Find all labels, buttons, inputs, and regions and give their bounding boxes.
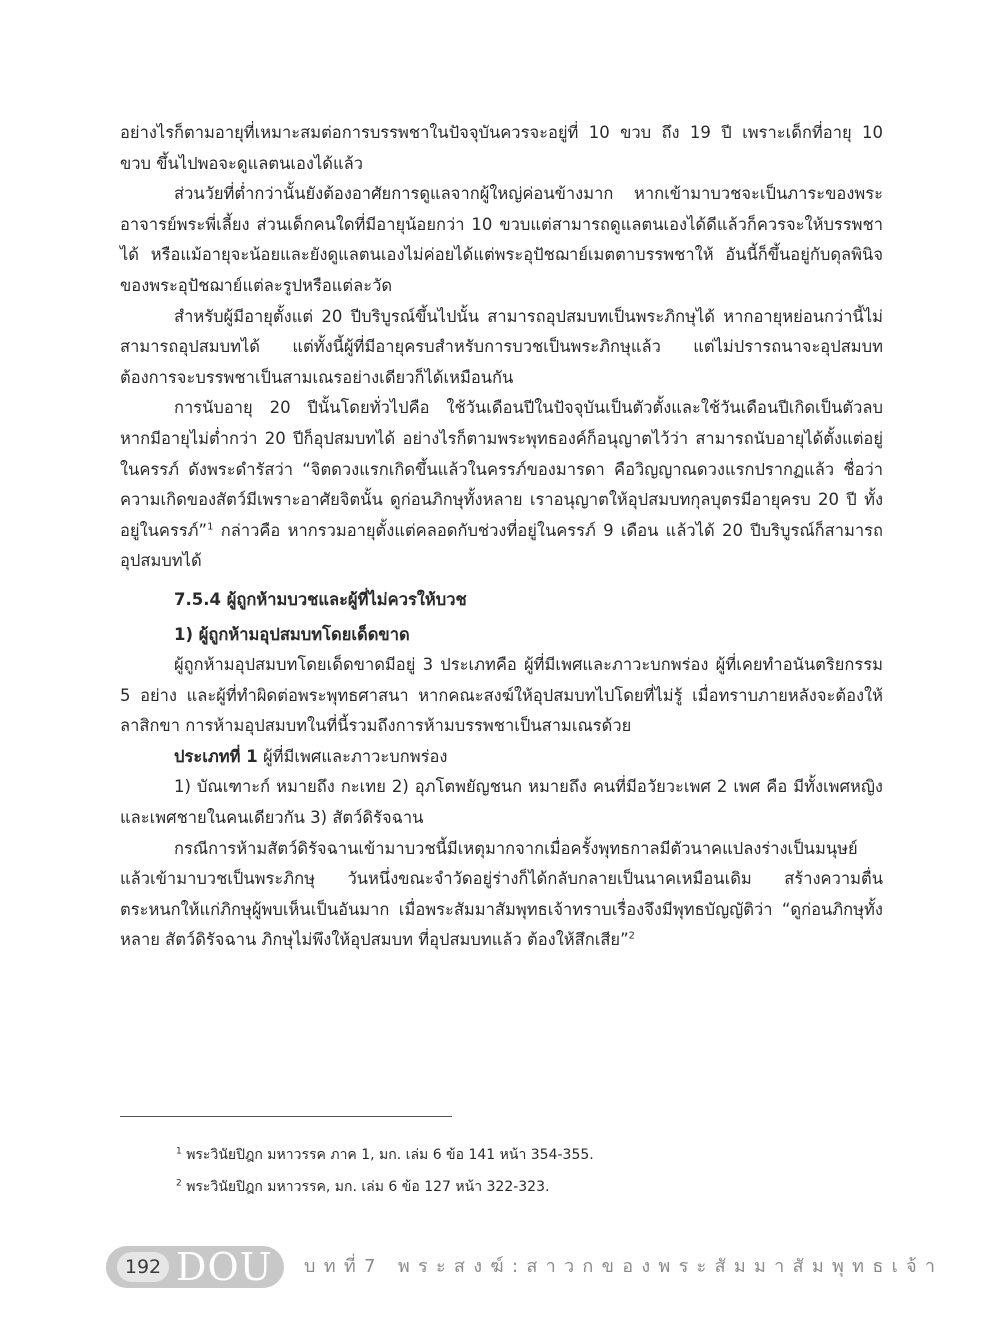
paragraph-three-types: ผู้ถูกห้ามอุปสมบทโดยเด็ดขาดมีอยู่ 3 ประเภทคือ ผู้ที่มีเพศและภาวะบกพร่อง ผู้ที่เคยทำอนันตริยกรรม 5 อย่าง และผู้ที่ทำผิดต่อพระพุทธศาสนา หากคณะสงฆ์ให้อุปสมบทไปโดยที่ไม่รู้ เมื่อทราบภายหลังจะต้องให้ลาสิกขา การห้ามอุปสมบทในที่นี้รวมถึงการห้ามบรรพชาเป็นสามเณรด้วย (120, 655, 883, 736)
footnote-2-text: พระวินัยปิฎก มหาวรรค, มก. เล่ม 6 ข้อ 127 หน้า 322-323. (186, 1179, 550, 1195)
footnotes (176, 1139, 594, 1203)
chapter-title: บทที่7 พระสงฆ์:สาวกของพระสัมมาสัมพุทธเจ้า (304, 1256, 944, 1277)
paragraph-type-1-list: 1) บัณเฑาะก์ หมายถึง กะเทย 2) อุภโตพยัญชนก หมายถึง คนที่มีอวัยวะเพศ 2 เพศ คือ มีทั้งเพศหญิงและเพศชายในคนเดียวกัน 3) สัตว์ดิรัจฉาน (120, 777, 883, 828)
page-number: 192 (117, 1252, 169, 1282)
footnote-2-mark: 2 (176, 1178, 182, 1189)
type-1-text: ผู้ที่มีเพศและภาวะบกพร่อง (257, 746, 448, 766)
page-footer (106, 1243, 944, 1291)
paragraph-counting-age (120, 393, 883, 577)
footnote-divider (120, 1116, 452, 1117)
dou-logo: DOU (176, 1245, 273, 1289)
type-1-line (120, 742, 883, 773)
paragraph-counting-age-continued: กล่าวคือ หากรวมอายุตั้งแต่คลอดกับช่วงที่อยู่ในครรภ์ 9 เดือน แล้วได้ 20 ปีบริบูรณ์ก็สามารถอุปสมบทได้ (120, 520, 883, 571)
paragraph-twenty-years: สำหรับผู้มีอายุตั้งแต่ 20 ปีบริบูรณ์ขึ้นไปนั้น สามารถอุปสมบทเป็นพระภิกษุได้ หากอายุหย่อนกว่านี้ไม่สามารถอุปสมบทได้ แต่ทั้งนี้ผู้ที่มีอายุครบสำหรับการบวชเป็นพระภิกษุแล้ว แต่ไม่ปรารถนาจะอุปสมบท ต้องการจะบรรพชาเป็นสามเณรอย่างเดียวก็ได้เหมือนกัน (120, 306, 883, 387)
paragraph-naga-story-text: กรณีการห้ามสัตว์ดิรัจฉานเข้ามาบวชนี้มีเหตุมากจากเมื่อครั้งพุทธกาลมีตัวนาคแปลงร่างเป็นมนุษย์แล้วเข้ามาบวชเป็นพระภิกษุ วันหนึ่งขณะจำวัดอยู่ร่างก็ได้กลับกลายเป็นนาคเหมือนเดิม สร้างความตื่นตระหนกให้แก่ภิกษุผู้พบเห็นเป็นอันมาก เมื่อพระสัมมาสัมพุทธเจ้าทราบเรื่องจึงมีพุทธบัญญัติว่า “ดูก่อนภิกษุทั้งหลาย สัตว์ดิรัจฉาน ภิกษุไม่พึงให้อุปสมบท ที่อุปสมบทแล้ว ต้องให้สึกเสีย” (120, 838, 883, 950)
paragraph-age-for-ordination: อย่างไรก็ตามอายุที่เหมาะสมต่อการบรรพชาในปัจจุบันควรจะอยู่ที่ 10 ขวบ ถึง 19 ปี เพราะเด็กที่อายุ 10 ขวบ ขึ้นไปพอจะดูแลตนเองได้แล้ว (120, 123, 883, 173)
paragraph-younger-age: ส่วนวัยที่ต่ำกว่านั้นยังต้องอาศัยการดูแลจากผู้ใหญ่ค่อนข้างมาก หากเข้ามาบวชจะเป็นภาระของพระอาจารย์พระพี่เลี้ยง ส่วนเด็กคนใดที่มีอายุน้อยกว่า 10 ขวบแต่สามารถดูแลตนเองได้ดีแล้วก็ควรจะให้บรรพชาได้ หรือแม้อายุจะน้อยและยังดูแลตนเองไม่ค่อยได้แต่พระอุปัชฌาย์เมตตาบรรพชาให้ อันนี้ก็ขึ้นอยู่กับดุลพินิจของพระอุปัชฌาย์แต่ละรูปหรือแต่ละวัด (120, 184, 883, 295)
footnote-ref-1: 1 (207, 521, 214, 533)
section-heading: 7.5.4 ผู้ถูกห้ามบวชและผู้ที่ไม่ควรให้บวช (174, 589, 467, 609)
footnote-1 (176, 1139, 594, 1171)
page-body (120, 118, 883, 956)
sub-heading: 1) ผู้ถูกห้ามอุปสมบทโดยเด็ดขาด (174, 624, 410, 644)
footnote-ref-2: 2 (628, 930, 635, 942)
type-1-label: ประเภทที่ 1 (174, 746, 258, 766)
paragraph-naga-story (120, 834, 883, 956)
footnote-1-mark: 1 (176, 1146, 182, 1157)
page-badge (106, 1246, 284, 1288)
footnote-1-text: พระวินัยปิฎก มหาวรรค ภาค 1, มก. เล่ม 6 ข้อ 141 หน้า 354-355. (186, 1147, 594, 1163)
paragraph-counting-age-text: การนับอายุ 20 ปีนั้นโดยทั่วไปคือ ใช้วันเดือนปีในปัจจุบันเป็นตัวตั้งและใช้วันเดือนปีเกิดเป็นตัวลบ หากมีอายุไม่ต่ำกว่า 20 ปีก็อุปสมบทได้ อย่างไรก็ตามพระพุทธองค์ก็อนุญาตไว้ว่า สามารถนับอายุได้ตั้งแต่อยู่ในครรภ์ ดังพระดำรัสว่า “จิตดวงแรกเกิดขึ้นแล้วในครรภ์ของมารดา คือวิญญาณดวงแรกปรากฏแล้ว ชื่อว่า ความเกิดของสัตว์มีเพราะอาศัยจิตนั้น ดูก่อนภิกษุทั้งหลาย เราอนุญาตให้อุปสมบทกุลบุตรมีอายุครบ 20 ปี ทั้งอยู่ในครรภ์” (120, 398, 883, 540)
footnote-2 (176, 1171, 594, 1203)
